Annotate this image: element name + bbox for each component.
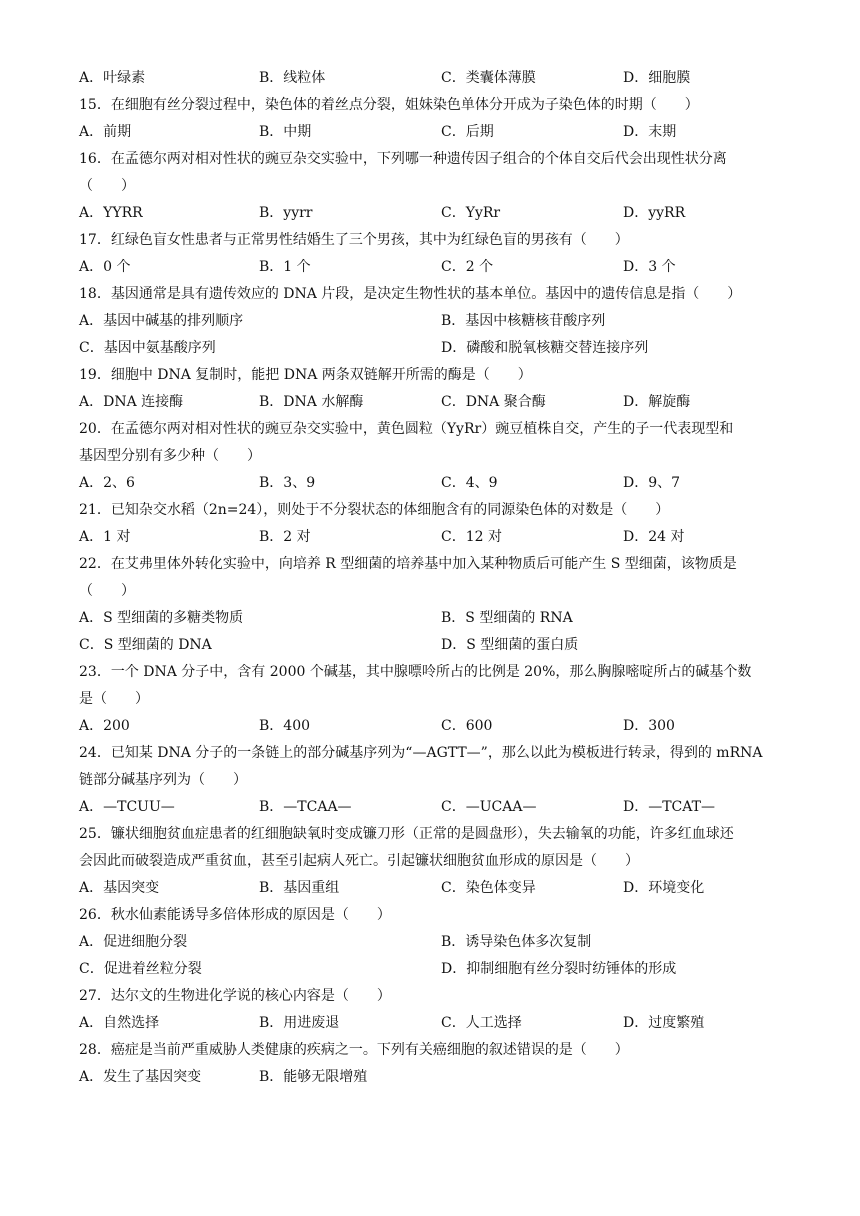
- question-22-option-d: D．S 型细菌的蛋白质: [441, 637, 579, 653]
- question-24-stem: 24．已知某 DNA 分子的一条链上的部分碱基序列为“—AGTT—”，那么以此为模板进行转录，得到的 mRNA: [79, 745, 763, 761]
- question-24-options: [79, 797, 784, 817]
- question-18-option-a: A．基因中碱基的排列顺序: [79, 313, 244, 329]
- question-19-option-c: C．DNA 聚合酶: [441, 394, 546, 410]
- question-21-stem: 21．已知杂交水稻（2n=24），则处于不分裂状态的体细胞含有的同源染色体的对数是（ ）: [79, 502, 670, 518]
- question-22-option-b: B．S 型细菌的 RNA: [441, 610, 573, 626]
- question-19-option-b: B．DNA 水解酶: [259, 394, 364, 410]
- question-26-options: [79, 932, 784, 952]
- question-24-stem: 链部分碱基序列为（ ）: [79, 772, 247, 788]
- question-23-options: [79, 716, 784, 736]
- question-28-stem: 28．癌症是当前严重威胁人类健康的疾病之一。下列有关癌细胞的叙述错误的是（ ）: [79, 1042, 629, 1058]
- question-27-option-c: C．人工选择: [441, 1015, 522, 1031]
- question-28-option-b: B．能够无限增殖: [259, 1069, 368, 1085]
- question-23-option-c: C．600: [441, 718, 493, 734]
- question-21-options: [79, 527, 784, 547]
- question-16-option-c: C．YyRr: [441, 205, 501, 221]
- question-25-option-a: A．基因突变: [79, 880, 160, 896]
- q14-option-d: D．细胞膜: [623, 70, 691, 86]
- question-28-option-a: A．发生了基因突变: [79, 1069, 202, 1085]
- question-16-option-b: B．yyrr: [259, 205, 313, 221]
- question-15-options: [79, 122, 784, 142]
- q14-options: [79, 68, 784, 88]
- question-16-option-a: A．YYRR: [79, 205, 143, 221]
- question-16-stem: 16．在孟德尔两对相对性状的豌豆杂交实验中，下列哪一种遗传因子组合的个体自交后代会出现性状分离: [79, 151, 727, 167]
- question-19-option-a: A．DNA 连接酶: [79, 394, 184, 410]
- question-21-option-b: B．2 对: [259, 529, 311, 545]
- question-17-option-b: B．1 个: [259, 259, 311, 275]
- question-26-option-b: B．诱导染色体多次复制: [441, 934, 592, 950]
- question-27-options: [79, 1013, 784, 1033]
- question-20-option-a: A．2、6: [79, 475, 135, 491]
- question-22-option-a: A．S 型细菌的多糖类物质: [79, 610, 244, 626]
- question-23-stem: 是（ ）: [79, 691, 149, 707]
- question-15-option-a: A．前期: [79, 124, 132, 140]
- question-26-options: [79, 959, 784, 979]
- question-22-stem: 22．在艾弗里体外转化实验中，向培养 R 型细菌的培养基中加入某种物质后可能产生 S 型细菌，该物质是: [79, 556, 737, 572]
- question-21-option-a: A．1 对: [79, 529, 131, 545]
- question-27-option-b: B．用进废退: [259, 1015, 340, 1031]
- question-17-options: [79, 257, 784, 277]
- question-28-options: [79, 1067, 784, 1087]
- question-23-option-d: D．300: [623, 718, 675, 734]
- question-19-option-d: D．解旋酶: [623, 394, 691, 410]
- question-26-option-d: D．抑制细胞有丝分裂时纺锤体的形成: [441, 961, 677, 977]
- question-18-option-c: C．基因中氨基酸序列: [79, 340, 216, 356]
- question-18-options: [79, 338, 784, 358]
- question-18-options: [79, 311, 784, 331]
- question-26-option-a: A．促进细胞分裂: [79, 934, 188, 950]
- question-16-options: [79, 203, 784, 223]
- q14-option-b: B．线粒体: [259, 70, 326, 86]
- question-27-stem: 27．达尔文的生物进化学说的核心内容是（ ）: [79, 988, 391, 1004]
- question-20-stem: 20．在孟德尔两对相对性状的豌豆杂交实验中，黄色圆粒（YyRr）豌豆植株自交，产生的子一代表现型和: [79, 421, 734, 437]
- question-20-option-d: D．9、7: [623, 475, 681, 491]
- question-17-option-c: C．2 个: [441, 259, 494, 275]
- question-21-option-d: D．24 对: [623, 529, 685, 545]
- question-18-stem: 18．基因通常是具有遗传效应的 DNA 片段，是决定生物性状的基本单位。基因中的遗传信息是指（ ）: [79, 286, 742, 302]
- question-20-option-b: B．3、9: [259, 475, 316, 491]
- question-22-option-c: C．S 型细菌的 DNA: [79, 637, 212, 653]
- question-24-option-a: A．—TCUU—: [79, 799, 175, 815]
- question-22-stem: （ ）: [79, 583, 135, 599]
- question-20-stem: 基因型分别有多少种（ ）: [79, 448, 261, 464]
- q14-option-c: C．类囊体薄膜: [441, 70, 536, 86]
- question-19-options: [79, 392, 784, 412]
- question-22-options: [79, 635, 784, 655]
- question-15-option-c: C．后期: [441, 124, 494, 140]
- question-18-option-d: D．磷酸和脱氧核糖交替连接序列: [441, 340, 649, 356]
- question-24-option-d: D．—TCAT—: [623, 799, 715, 815]
- question-17-stem: 17．红绿色盲女性患者与正常男性结婚生了三个男孩，其中为红绿色盲的男孩有（ ）: [79, 232, 629, 248]
- question-21-option-c: C．12 对: [441, 529, 502, 545]
- question-27-option-d: D．过度繁殖: [623, 1015, 705, 1031]
- question-24-option-c: C．—UCAA—: [441, 799, 537, 815]
- question-15-option-d: D．末期: [623, 124, 677, 140]
- question-25-option-d: D．环境变化: [623, 880, 705, 896]
- question-25-option-b: B．基因重组: [259, 880, 340, 896]
- question-18-option-b: B．基因中核糖核苷酸序列: [441, 313, 606, 329]
- question-26-stem: 26．秋水仙素能诱导多倍体形成的原因是（ ）: [79, 907, 391, 923]
- question-16-option-d: D．yyRR: [623, 205, 686, 221]
- question-25-option-c: C．染色体变异: [441, 880, 536, 896]
- question-24-option-b: B．—TCAA—: [259, 799, 352, 815]
- question-25-stem: 会因此而破裂造成严重贫血，甚至引起病人死亡。引起镰状细胞贫血形成的原因是（ ）: [79, 853, 639, 869]
- question-17-option-d: D．3 个: [623, 259, 676, 275]
- question-20-options: [79, 473, 784, 493]
- question-25-stem: 25．镰状细胞贫血症患者的红细胞缺氧时变成镰刀形（正常的是圆盘形），失去输氧的功能，许多红血球还: [79, 826, 734, 842]
- question-22-options: [79, 608, 784, 628]
- question-15-option-b: B．中期: [259, 124, 312, 140]
- question-19-stem: 19．细胞中 DNA 复制时，能把 DNA 两条双链解开所需的酶是（ ）: [79, 367, 532, 383]
- question-16-stem: （ ）: [79, 178, 135, 194]
- question-23-stem: 23．一个 DNA 分子中，含有 2000 个碱基，其中腺嘌呤所占的比例是 20%，那么胸腺嘧啶所占的碱基个数: [79, 664, 752, 680]
- question-20-option-c: C．4、9: [441, 475, 498, 491]
- question-25-options: [79, 878, 784, 898]
- question-26-option-c: C．促进着丝粒分裂: [79, 961, 202, 977]
- question-23-option-b: B．400: [259, 718, 311, 734]
- q14-option-a: A．叶绿素: [79, 70, 146, 86]
- question-27-option-a: A．自然选择: [79, 1015, 160, 1031]
- question-17-option-a: A．0 个: [79, 259, 131, 275]
- question-15-stem: 15．在细胞有丝分裂过程中，染色体的着丝点分裂，姐妹染色单体分开成为子染色体的时期（ ）: [79, 97, 699, 113]
- question-23-option-a: A．200: [79, 718, 130, 734]
